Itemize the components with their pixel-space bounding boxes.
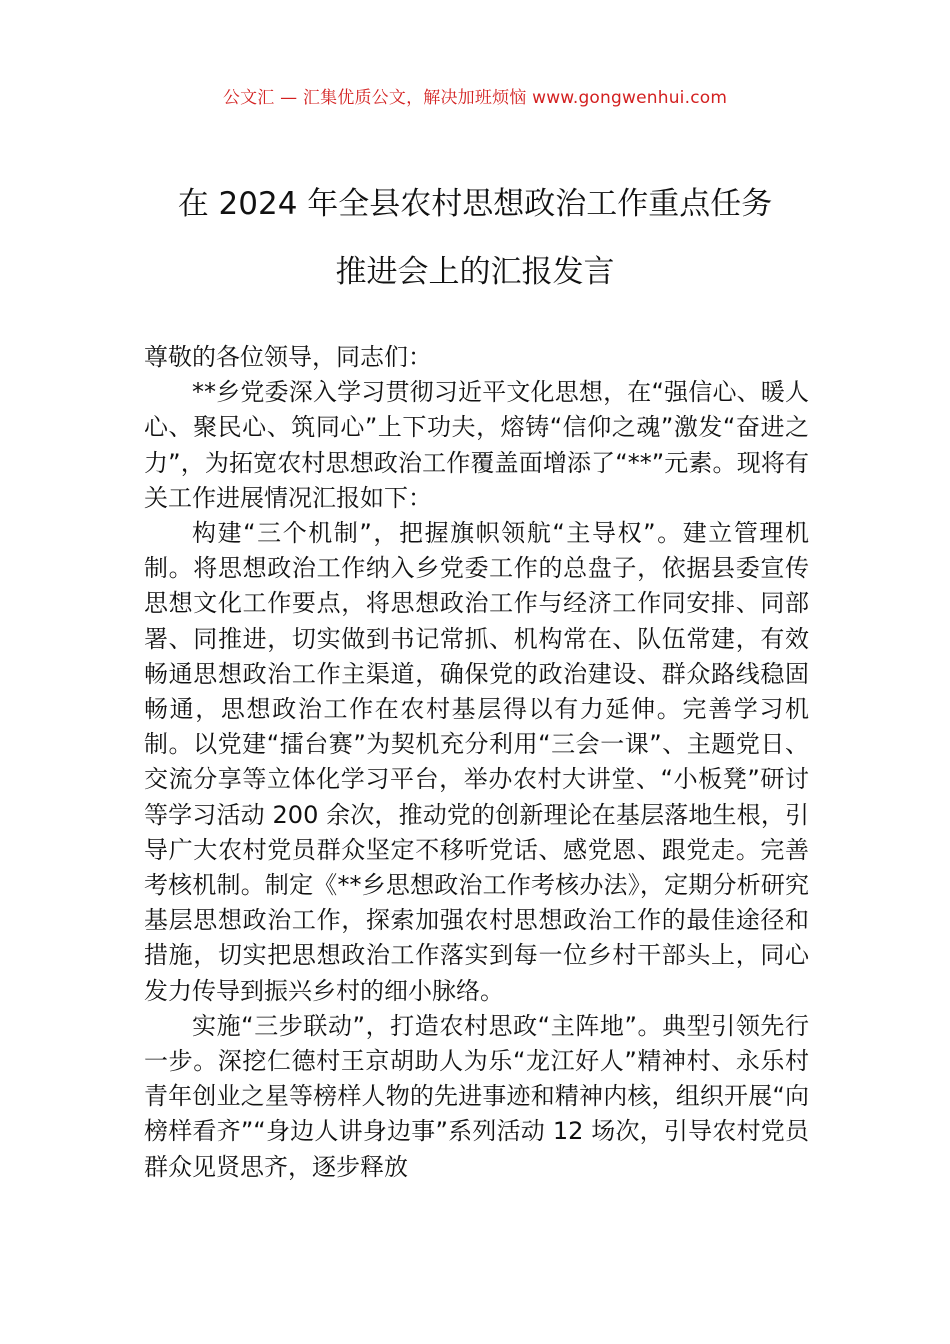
document-body: [144, 340, 809, 1185]
document-title-line-2: 推进会上的汇报发言: [335, 254, 615, 290]
header-banner: 公文汇 — 汇集优质公文，解决加班烦恼 www.gongwenhui.com: [222, 88, 728, 108]
salutation: 尊敬的各位领导，同志们：: [144, 343, 432, 371]
document-title-line-1: 在 2024 年全县农村思想政治工作重点任务: [177, 186, 773, 222]
paragraph-three-mechanisms: 构建“三个机制”，把握旗帜领航“主导权”。建立管理机制。将思想政治工作纳入乡党委工作的总盘子，依据县委宣传思想文化工作要点，将思想政治工作与经济工作同安排、同部署、同推进，切实做到书记常抓、机构常在、队伍常建，有效畅通思想政治工作主渠道，确保党的政治建设、群众路线稳固畅通，思想政治工作在农村基层得以有力延伸。完善学习机制。以党建“擂台赛”为契机充分利用“三会一课”、主题党日、交流分享等立体化学习平台，举办农村大讲堂、“小板凳”研讨等学习活动 200 余次，推动党的创新理论在基层落地生根，引导广大农村党员群众坚定不移听党话、感党恩、跟党走。完善考核机制。制定《**乡思想政治工作考核办法》，定期分析研究基层思想政治工作，探索加强农村思想政治工作的最佳途径和措施，切实把思想政治工作落实到每一位乡村干部头上，同心发力传导到振兴乡村的细小脉络。: [144, 519, 809, 1005]
paragraph-three-steps: 实施“三步联动”，打造农村思政“主阵地”。典型引领先行一步。深挖仁德村王京胡助人为乐“龙江好人”精神村、永乐村青年创业之星等榜样人物的先进事迹和精神内核，组织开展“向榜样看齐”“身边人讲身边事”系列活动 12 场次，引导农村党员群众见贤思齐，逐步释放: [144, 1011, 809, 1181]
paragraph-intro: **乡党委深入学习贯彻习近平文化思想，在“强信心、暖人心、聚民心、筑同心”上下功夫，熔铸“信仰之魂”激发“奋进之力”，为拓宽农村思想政治工作覆盖面增添了“**”元素。现将有关工作进展情况汇报如下：: [144, 378, 809, 512]
